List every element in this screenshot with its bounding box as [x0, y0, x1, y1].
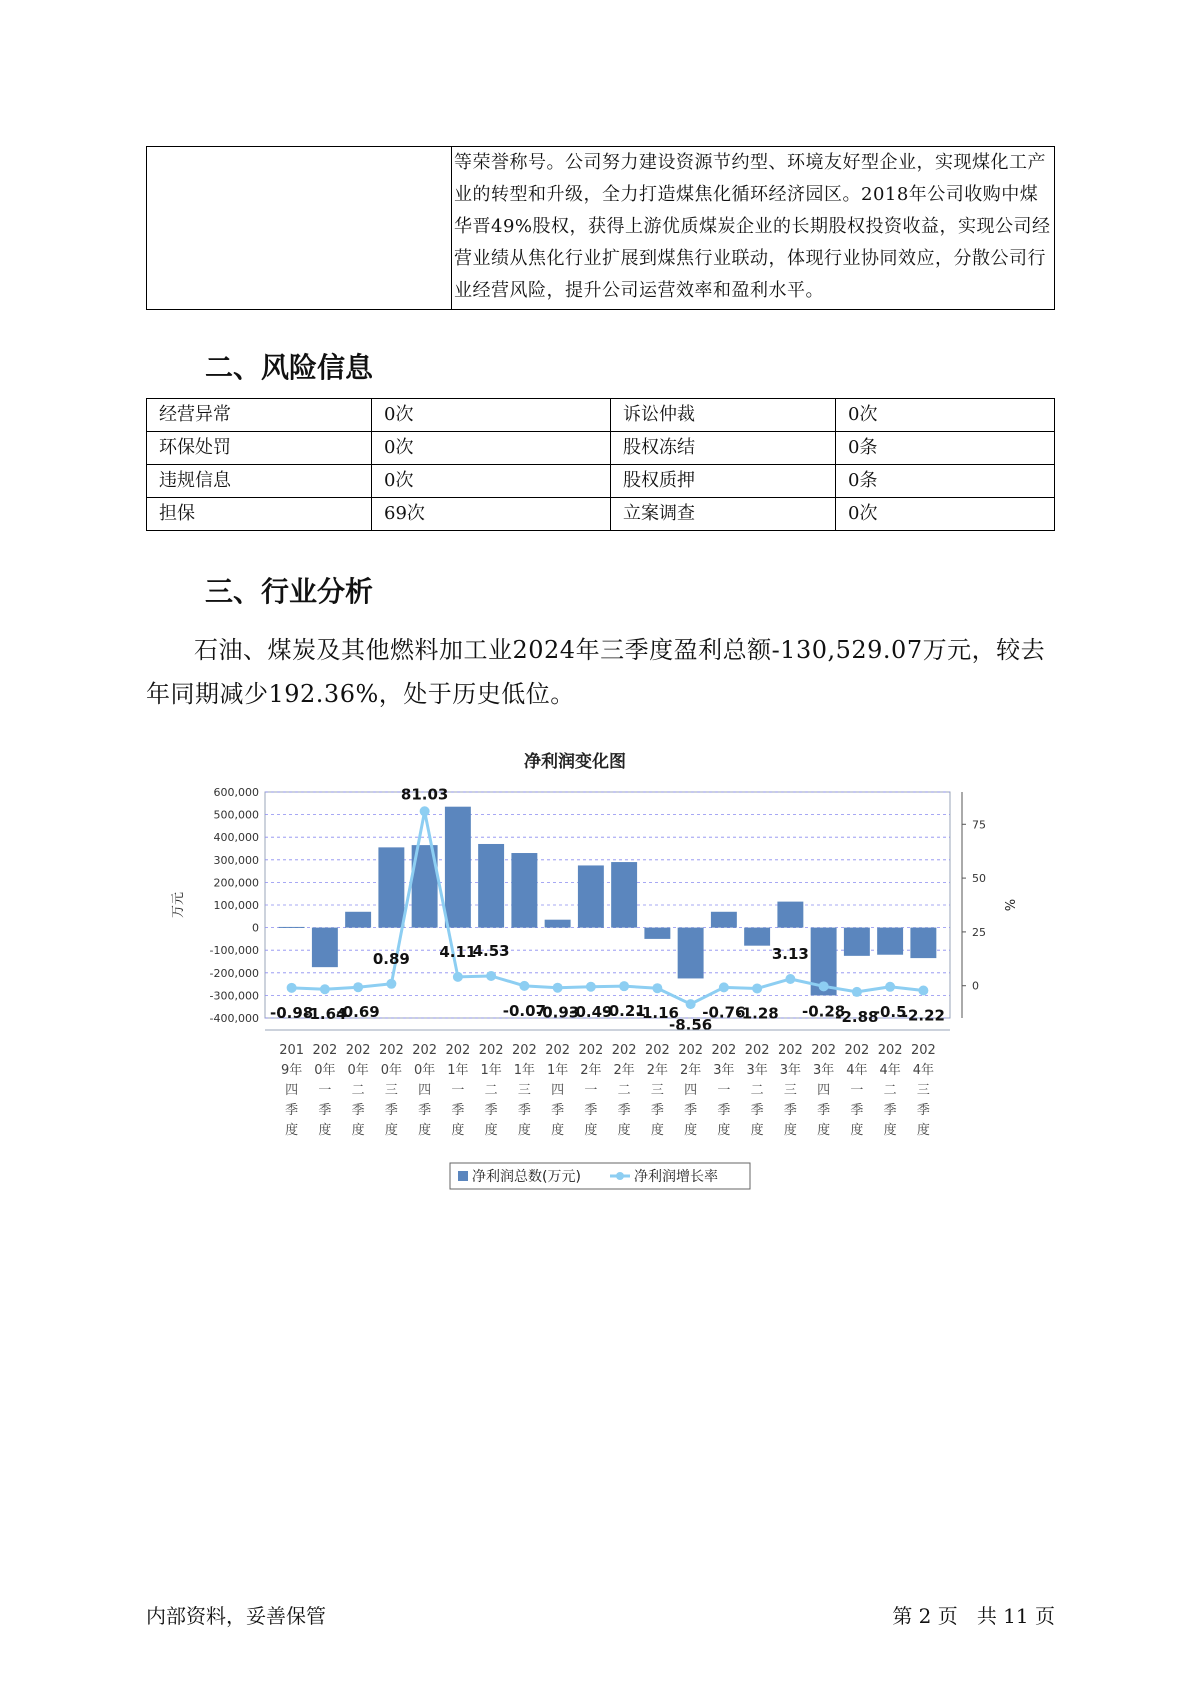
x-tick-label: 0年 — [380, 1063, 403, 1078]
bar — [678, 928, 704, 979]
x-tick-label: 季 — [684, 1103, 698, 1118]
line-data-label: -1.28 — [735, 1004, 779, 1023]
x-tick-label: 季 — [285, 1103, 299, 1118]
line-data-label: -0.69 — [336, 1003, 380, 1022]
line-point — [785, 974, 795, 984]
y2-tick-label: 50 — [972, 872, 986, 886]
x-tick-label: 9年 — [280, 1063, 303, 1078]
x-tick-label: 季 — [750, 1103, 764, 1118]
table-row — [147, 432, 1055, 465]
x-tick-label: 三 — [783, 1083, 797, 1098]
x-tick-label: 3年 — [779, 1063, 802, 1078]
legend-bar-swatch — [458, 1171, 468, 1181]
line-point — [918, 985, 928, 995]
bar — [478, 844, 504, 928]
bar — [744, 928, 770, 946]
footer-left: 内部资料，妥善保管 — [146, 1604, 326, 1628]
x-tick-label: 0年 — [347, 1063, 369, 1078]
x-tick-label: 度 — [750, 1123, 764, 1138]
footer-page-number: 第 2 页 共 11 页 — [892, 1604, 1055, 1628]
y2-axis-title: % — [1001, 898, 1016, 912]
x-tick-label: 一 — [584, 1083, 598, 1098]
company-intro-table — [146, 146, 1055, 310]
x-tick-label: 202 — [345, 1043, 371, 1058]
line-data-label: -2.22 — [901, 1006, 945, 1025]
risk-key: 担保 — [147, 498, 372, 531]
line-point — [586, 982, 596, 992]
y-tick-label: -400,000 — [209, 1012, 259, 1025]
x-tick-label: 202 — [877, 1043, 903, 1058]
line-point — [519, 981, 529, 991]
legend-bar-label: 净利润总数(万元) — [472, 1169, 581, 1185]
line-point — [852, 987, 862, 997]
bar — [545, 920, 571, 928]
x-tick-label: 三 — [517, 1083, 531, 1098]
x-tick-label: 度 — [684, 1123, 698, 1138]
x-tick-label: 一 — [318, 1083, 332, 1098]
risk-table — [146, 398, 1055, 531]
risk-key: 违规信息 — [147, 465, 372, 498]
x-tick-label: 季 — [318, 1103, 332, 1118]
x-tick-label: 度 — [783, 1123, 797, 1138]
x-tick-label: 季 — [584, 1103, 598, 1118]
x-tick-label: 1年 — [480, 1063, 502, 1078]
x-tick-label: 季 — [617, 1103, 631, 1118]
table-row — [147, 399, 1055, 432]
x-tick-label: 季 — [850, 1103, 864, 1118]
line-point — [752, 983, 762, 993]
y2-tick-label: 75 — [972, 818, 986, 832]
x-tick-label: 4年 — [912, 1063, 935, 1078]
x-tick-label: 202 — [744, 1043, 770, 1058]
x-tick-label: 度 — [916, 1123, 930, 1138]
x-tick-label: 202 — [545, 1043, 571, 1058]
line-data-label: -1.16 — [635, 1004, 679, 1023]
x-tick-label: 202 — [844, 1043, 870, 1058]
line-point — [353, 982, 363, 992]
x-tick-label: 四 — [684, 1083, 698, 1098]
x-tick-label: 202 — [711, 1043, 737, 1058]
x-tick-label: 0年 — [314, 1063, 336, 1078]
line-point — [320, 984, 330, 994]
line-data-label: -2.88 — [835, 1007, 879, 1026]
x-tick-label: 四 — [817, 1083, 831, 1098]
bar — [511, 853, 537, 928]
table-row — [147, 498, 1055, 531]
bar — [644, 928, 670, 939]
line-point — [686, 999, 696, 1009]
line-point — [453, 972, 463, 982]
line-point — [486, 971, 496, 981]
bar — [312, 928, 338, 968]
x-tick-label: 二 — [484, 1083, 498, 1098]
line-data-label: 0.89 — [372, 949, 410, 968]
x-tick-label: 202 — [412, 1043, 438, 1058]
line-data-label: -0.21 — [602, 1002, 646, 1021]
x-tick-label: 度 — [717, 1123, 731, 1138]
line-data-label: -0.07 — [502, 1001, 546, 1020]
industry-paragraph — [146, 628, 1066, 716]
x-tick-label: 202 — [611, 1043, 637, 1058]
risk-key: 立案调查 — [611, 498, 836, 531]
risk-value: 0次 — [836, 399, 1055, 432]
bar — [877, 928, 903, 955]
x-tick-label: 0年 — [413, 1063, 436, 1078]
risk-key: 诉讼仲裁 — [611, 399, 836, 432]
line-point — [287, 983, 297, 993]
x-tick-label: 二 — [750, 1083, 764, 1098]
risk-value: 0次 — [372, 432, 611, 465]
line-data-label: -1.64 — [303, 1005, 347, 1024]
bar — [378, 847, 404, 927]
x-tick-label: 季 — [551, 1103, 565, 1118]
x-tick-label: 度 — [384, 1123, 398, 1138]
x-tick-label: 3年 — [713, 1063, 735, 1078]
legend-line-marker — [616, 1172, 624, 1180]
y-tick-label: 600,000 — [213, 786, 259, 799]
x-tick-label: 度 — [850, 1123, 864, 1138]
x-tick-label: 季 — [916, 1103, 930, 1118]
risk-value: 0次 — [836, 498, 1055, 531]
x-tick-label: 202 — [811, 1043, 837, 1058]
chart-title: 净利润变化图 — [524, 752, 626, 772]
y2-tick-label: 0 — [972, 979, 979, 993]
x-tick-label: 3年 — [812, 1063, 835, 1078]
x-tick-label: 202 — [578, 1043, 604, 1058]
y-axis-title: 万元 — [171, 891, 186, 919]
x-tick-label: 季 — [650, 1103, 664, 1118]
y-tick-label: 300,000 — [213, 853, 259, 867]
industry-heading: 三、行业分析 — [205, 575, 374, 608]
line-point — [885, 982, 895, 992]
x-tick-label: 1年 — [447, 1063, 469, 1078]
y-tick-label: 100,000 — [213, 899, 259, 912]
line-point — [553, 983, 563, 993]
y-tick-label: 500,000 — [213, 808, 259, 822]
line-data-label: -0.49 — [569, 1002, 613, 1021]
x-tick-label: 三 — [650, 1083, 664, 1098]
x-tick-label: 1年 — [546, 1063, 569, 1078]
x-tick-label: 度 — [517, 1123, 531, 1138]
x-tick-label: 度 — [285, 1123, 299, 1138]
risk-key: 股权质押 — [611, 465, 836, 498]
line-data-label: -0.76 — [702, 1003, 746, 1022]
line-point — [719, 982, 729, 992]
x-tick-label: 度 — [650, 1123, 664, 1138]
line-data-label: -0.28 — [802, 1002, 846, 1021]
x-tick-label: 202 — [644, 1043, 670, 1058]
x-tick-label: 202 — [678, 1043, 704, 1058]
x-tick-label: 季 — [418, 1103, 432, 1118]
x-tick-label: 季 — [451, 1103, 465, 1118]
x-tick-label: 季 — [484, 1103, 498, 1118]
bar — [611, 862, 637, 928]
net-profit-chart — [170, 745, 1020, 1195]
industry-paragraph-text: 石油、煤炭及其他燃料加工业2024年三季度盈利总额-130,529.07万元，较去年同期减少192.36%，处于历史低位。 — [146, 636, 1046, 708]
x-tick-label: 季 — [783, 1103, 797, 1118]
risk-value: 0条 — [836, 432, 1055, 465]
x-tick-label: 二 — [617, 1083, 631, 1098]
chart-svg — [170, 745, 1020, 1195]
x-tick-label: 一 — [451, 1083, 465, 1098]
intro-text: 等荣誉称号。公司努力建设资源节约型、环境友好型企业，实现煤化工产业的转型和升级，全力打造煤焦化循环经济园区。2018年公司收购中煤华晋49%股权，获得上游优质煤炭企业的长期股权投资收益，实现公司经营业绩从焦化行业扩展到煤焦行业联动，体现行业协同效应，分散公司行业经营风险，提升公司运营效率和盈利水平。 — [452, 147, 1055, 310]
bar — [910, 928, 936, 959]
x-tick-label: 4年 — [846, 1063, 868, 1078]
legend-line-label: 净利润增长率 — [634, 1169, 718, 1185]
y-tick-label: 200,000 — [213, 876, 259, 890]
x-tick-label: 度 — [351, 1123, 365, 1138]
x-tick-label: 度 — [318, 1123, 332, 1138]
x-tick-label: 一 — [717, 1083, 731, 1098]
x-tick-label: 三 — [916, 1083, 930, 1098]
x-tick-label: 度 — [817, 1123, 831, 1138]
line-point — [819, 981, 829, 991]
x-tick-label: 4年 — [879, 1063, 901, 1078]
line-point — [386, 979, 396, 989]
line-data-label: 81.03 — [400, 785, 449, 804]
x-tick-label: 202 — [777, 1043, 803, 1058]
x-tick-label: 季 — [351, 1103, 365, 1118]
line-data-label: -0.5 — [873, 1002, 907, 1021]
line-data-label: -0.93 — [536, 1003, 580, 1022]
risk-value: 0条 — [836, 465, 1055, 498]
line-point — [652, 983, 662, 993]
y-tick-label: -100,000 — [209, 944, 259, 958]
x-tick-label: 3年 — [746, 1063, 768, 1078]
x-tick-label: 四 — [418, 1083, 432, 1098]
x-tick-label: 202 — [312, 1043, 338, 1058]
line-data-label: 4.53 — [472, 941, 510, 960]
risk-heading: 二、风险信息 — [205, 351, 374, 384]
line-data-label: -8.56 — [669, 1016, 713, 1035]
x-tick-label: 201 — [279, 1043, 305, 1058]
x-tick-label: 度 — [451, 1123, 465, 1138]
bar — [844, 928, 870, 956]
bar — [711, 912, 737, 928]
line-data-label: 3.13 — [771, 944, 809, 963]
bar — [279, 927, 305, 928]
x-tick-label: 季 — [817, 1103, 831, 1118]
x-tick-label: 一 — [850, 1083, 864, 1098]
line-point — [619, 981, 629, 991]
line-data-label: -0.98 — [270, 1003, 314, 1022]
x-tick-label: 二 — [883, 1083, 897, 1098]
x-tick-label: 度 — [584, 1123, 598, 1138]
x-tick-label: 季 — [384, 1103, 398, 1118]
x-tick-label: 度 — [551, 1123, 565, 1138]
x-tick-label: 季 — [517, 1103, 531, 1118]
y-tick-label: 400,000 — [213, 831, 259, 845]
line-data-label: 4.11 — [439, 942, 477, 961]
risk-key: 经营异常 — [147, 399, 372, 432]
bar — [578, 865, 604, 927]
x-tick-label: 三 — [384, 1083, 398, 1098]
x-tick-label: 二 — [351, 1083, 365, 1098]
line-point — [420, 806, 430, 816]
risk-key: 环保处罚 — [147, 432, 372, 465]
x-tick-label: 202 — [511, 1043, 537, 1058]
risk-key: 股权冻结 — [611, 432, 836, 465]
x-tick-label: 四 — [285, 1083, 299, 1098]
x-tick-label: 季 — [883, 1103, 897, 1118]
x-tick-label: 2年 — [613, 1063, 635, 1078]
y2-tick-label: 25 — [972, 925, 986, 939]
x-tick-label: 度 — [418, 1123, 432, 1138]
x-tick-label: 度 — [484, 1123, 498, 1138]
x-tick-label: 度 — [883, 1123, 897, 1138]
x-tick-label: 202 — [445, 1043, 471, 1058]
bar — [345, 912, 371, 928]
x-tick-label: 度 — [617, 1123, 631, 1138]
bar — [777, 902, 803, 928]
risk-value: 0次 — [372, 465, 611, 498]
table-row — [147, 465, 1055, 498]
bar — [445, 807, 471, 928]
x-tick-label: 2年 — [580, 1063, 602, 1078]
y-tick-label: -200,000 — [209, 966, 259, 980]
x-tick-label: 2年 — [679, 1063, 702, 1078]
risk-value: 0次 — [372, 399, 611, 432]
x-tick-label: 1年 — [513, 1063, 536, 1078]
x-tick-label: 202 — [910, 1043, 936, 1058]
x-tick-label: 四 — [551, 1083, 565, 1098]
x-tick-label: 2年 — [646, 1063, 669, 1078]
y-tick-label: 0 — [252, 921, 259, 935]
y-tick-label: -300,000 — [209, 989, 259, 1003]
risk-value: 69次 — [372, 498, 611, 531]
intro-empty-cell — [147, 147, 452, 310]
x-tick-label: 202 — [378, 1043, 404, 1058]
x-tick-label: 季 — [717, 1103, 731, 1118]
x-tick-label: 202 — [478, 1043, 504, 1058]
